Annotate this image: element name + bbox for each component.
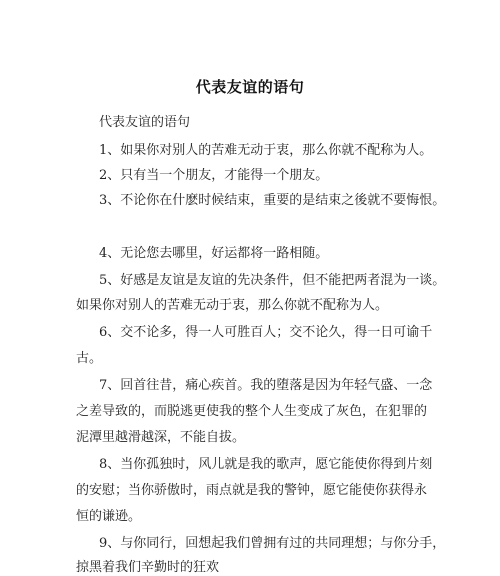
list-item-7: 7、回首往昔，痛心疾首。我的堕落是因为年轻气盛、一念: [99, 378, 433, 393]
list-item-4: 4、无论您去哪里，好运都将一路相随。: [99, 246, 329, 261]
list-item-3: 3、不论你在什麽时候结束，重要的是结束之後就不要悔恨。: [99, 193, 446, 208]
list-item-7-continued-2: 泥潭里越滑越深，不能自拔。: [76, 430, 246, 445]
list-item-8-continued-1: 的安慰；当你骄傲时，雨点就是我的警钟，愿它能使你获得永: [76, 483, 428, 498]
list-item-9-continued: 掠黑着我们辛勤时的狂欢: [76, 560, 220, 575]
list-item-6-continued: 古。: [76, 351, 103, 366]
document-title: 代表友谊的语句: [195, 78, 305, 96]
list-item-2: 2、只有当一个朋友，才能得一个朋友。: [99, 168, 329, 183]
list-item-7-continued-1: 之差导致的，而脱逃更使我的整个人生变成了灰色，在犯罪的: [76, 404, 428, 419]
list-item-8: 8、当你孤独时，风儿就是我的歌声，愿它能使你得到片刻: [99, 457, 433, 472]
list-item-5-continued: 如果你对别人的苦难无动于衷，那么你就不配称为人。: [76, 298, 389, 313]
list-item-1: 1、如果你对别人的苦难无动于衷，那么你就不配称为人。: [99, 143, 433, 158]
list-item-8-continued-2: 恒的谦逊。: [76, 509, 142, 524]
list-item-5: 5、好感是友谊是友谊的先决条件，但不能把两者混为一谈。: [99, 273, 446, 288]
list-item-9: 9、与你同行，回想起我们曾拥有过的共同理想；与你分手，: [99, 536, 446, 551]
document-subtitle: 代表友谊的语句: [99, 115, 191, 130]
list-item-6: 6、交不论多，得一人可胜百人；交不论久，得一日可谕千: [99, 325, 433, 340]
